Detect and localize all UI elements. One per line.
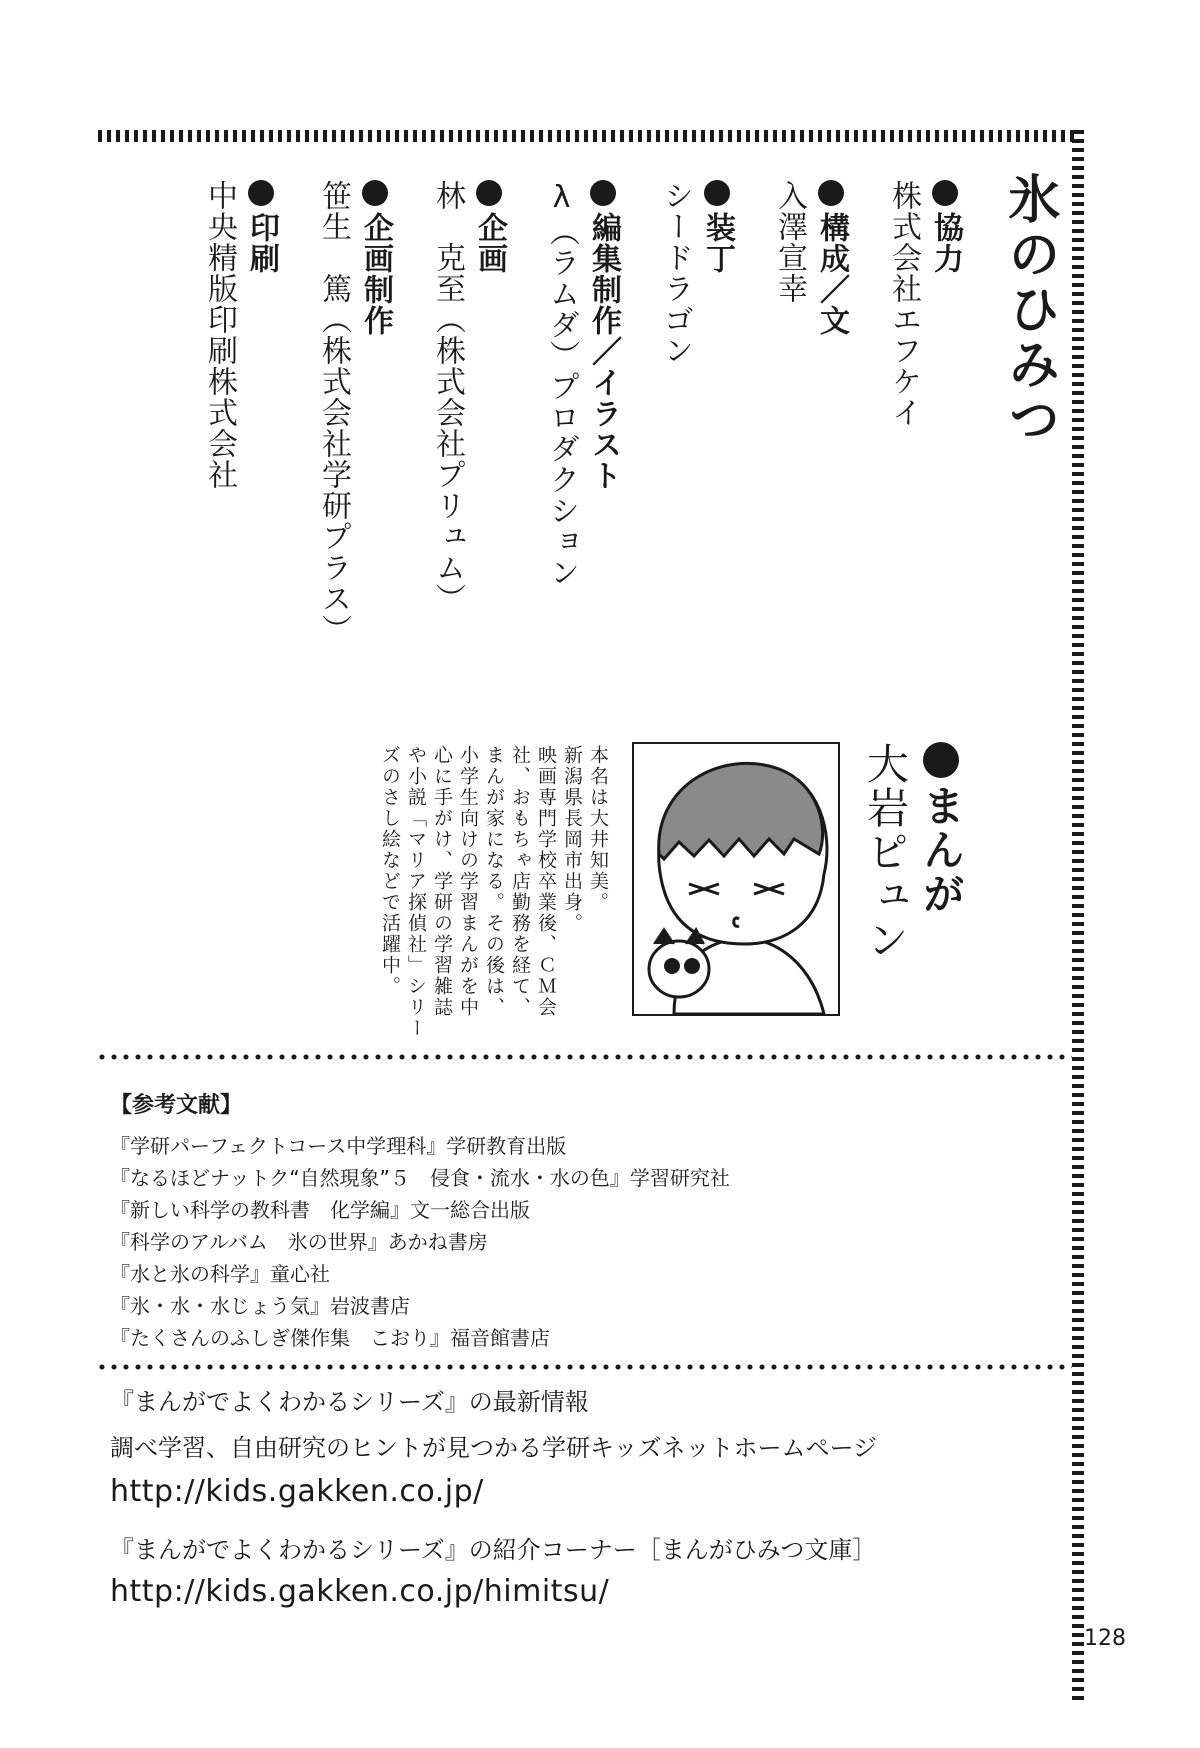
credit-binding-value: シードラゴン: [658, 180, 693, 366]
kids-net-link[interactable]: http://kids.gakken.co.jp/: [110, 1474, 484, 1509]
artist-bio-col-2: 新潟県長岡市出身。: [561, 745, 583, 934]
credit-cooperation-value: 株式会社エフケイ: [886, 180, 921, 428]
series-info-heading: 『まんがでよくわかるシリーズ』の最新情報: [110, 1388, 589, 1416]
artist-portrait-illustration: [634, 744, 838, 1014]
dotted-divider-1: [96, 1054, 1072, 1060]
himitsu-link[interactable]: http://kids.gakken.co.jp/himitsu/: [110, 1574, 610, 1609]
credit-writing-value: 入澤宣幸: [772, 180, 807, 304]
credit-editorial-value: λ（ラムダ）プロダクション: [544, 180, 579, 588]
artist-bio-col-3: 映画専門学校卒業後、ＣＭ会: [535, 745, 557, 1018]
artist-bio-col-6: 小学生向けの学習まんがを中: [457, 745, 479, 1018]
credit-writing: 構成／文: [816, 180, 846, 336]
artist-bio-col-7: 心に手がけ、学研の学習雑誌: [431, 745, 453, 1018]
artist-bio-col-5: まんが家になる。その後は、: [483, 745, 505, 1018]
right-border: [1072, 130, 1084, 1700]
bullet-icon: [248, 180, 274, 206]
credit-planning: 企画: [474, 180, 504, 274]
bullet-icon: [923, 742, 959, 778]
top-border: [98, 130, 1078, 142]
bullet-icon: [818, 180, 844, 206]
book-title: 氷のひみつ: [999, 172, 1059, 447]
credit-planning-value: 林 克至（株式会社プリュム）: [430, 180, 465, 614]
credit-binding: 装丁: [702, 180, 732, 274]
reference-item: 『水と氷の科学』童心社: [110, 1262, 330, 1286]
artist-bio-col-1: 本名は大井知美。: [587, 745, 609, 913]
page-number: 128: [1084, 1626, 1126, 1651]
credit-production-value: 笹生 篤（株式会社学研プラス）: [316, 180, 351, 645]
reference-item: 『なるほどナットク“自然現象”５ 侵食・流水・水の色』学習研究社: [110, 1166, 730, 1190]
bullet-icon: [932, 180, 958, 206]
bullet-icon: [590, 180, 616, 206]
references-list: [110, 1130, 730, 1354]
reference-item: 『新しい科学の教科書 化学編』文一総合出版: [110, 1198, 530, 1222]
references-title: 【参考文献】: [110, 1093, 243, 1118]
artist-bio-col-8: や小説「マリア探偵社」シリー: [405, 745, 427, 1039]
kids-net-description: 調べ学習、自由研究のヒントが見つかる学研キッズネットホームページ: [110, 1434, 878, 1462]
credit-production: 企画制作: [360, 180, 390, 336]
reference-item: 『学研パーフェクトコース中学理科』学研教育出版: [110, 1134, 567, 1158]
manga-artist-name: 大岩ピュン: [861, 742, 910, 962]
credit-cooperation: 協力: [930, 180, 960, 274]
manga-heading: まんが: [920, 742, 962, 916]
bullet-icon: [704, 180, 730, 206]
himitsu-corner-description: 『まんがでよくわかるシリーズ』の紹介コーナー［まんがひみつ文庫］: [110, 1536, 877, 1564]
credit-printing-value: 中央精版印刷株式会社: [202, 180, 237, 490]
dotted-divider-2: [96, 1364, 1072, 1370]
reference-item: 『たくさんのふしぎ傑作集 こおり』福音館書店: [110, 1326, 550, 1350]
credit-editorial: 編集制作／イラスト: [588, 180, 618, 491]
reference-item: 『科学のアルバム 氷の世界』あかね書房: [110, 1230, 488, 1254]
artist-bio-col-4: 社、おもちゃ店勤務を経て、: [509, 745, 531, 1018]
credit-printing: 印刷: [246, 180, 276, 274]
artist-bio-col-9: ズのさし絵などで活躍中。: [379, 745, 401, 997]
bullet-icon: [476, 180, 502, 206]
reference-item: 『氷・水・水じょう気』岩波書店: [110, 1294, 410, 1318]
artist-portrait: [632, 742, 840, 1016]
bullet-icon: [362, 180, 388, 206]
